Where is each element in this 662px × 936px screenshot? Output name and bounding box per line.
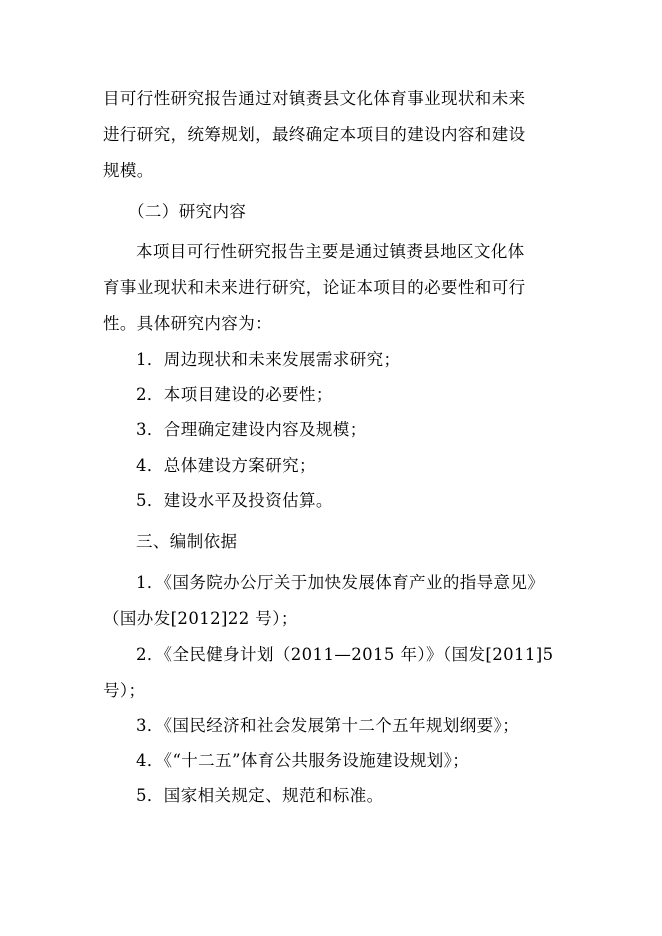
section2-paragraph-line-1: 本项目可行性研究报告主要是通过镇赉县地区文化体	[136, 242, 525, 261]
intro-line-1: 目可行性研究报告通过对镇赉县文化体育事业现状和未来	[103, 89, 526, 108]
section-heading-basis: 三、编制依据	[136, 532, 238, 551]
research-list-item-3: 3．合理确定建设内容及规模；	[136, 420, 367, 439]
research-list-item-4: 4．总体建设方案研究；	[136, 456, 316, 475]
intro-line-3: 规模。	[103, 161, 154, 180]
basis-item-2-line-1: 2．《全民健身计划（2011—2015 年）》（国发[2011]5	[136, 645, 554, 664]
basis-item-1-line-1: 1．《国务院办公厅关于加快发展体育产业的指导意见》	[136, 573, 545, 592]
intro-line-2: 进行研究，统筹规划，最终确定本项目的建设内容和建设	[103, 125, 526, 144]
research-list-item-1: 1．周边现状和未来发展需求研究；	[136, 350, 401, 369]
basis-item-2-line-2: 号）；	[103, 681, 146, 700]
basis-item-5: 5．国家相关规定、规范和标准。	[136, 786, 384, 805]
basis-item-1-line-2: （国办发[2012]22 号）；	[103, 609, 298, 628]
research-list-item-5: 5．建设水平及投资估算。	[136, 491, 333, 510]
section-heading-research-content: （二）研究内容	[128, 202, 247, 221]
section2-paragraph-line-3: 性。具体研究内容为：	[103, 314, 272, 333]
basis-item-4: 4．《“十二五”体育公共服务设施建设规划》；	[136, 751, 470, 770]
basis-item-3: 3．《国民经济和社会发展第十二个五年规划纲要》；	[136, 716, 520, 735]
section2-paragraph-line-2: 育事业现状和未来进行研究，论证本项目的必要性和可行	[103, 278, 526, 297]
research-list-item-2: 2．本项目建设的必要性；	[136, 385, 333, 404]
